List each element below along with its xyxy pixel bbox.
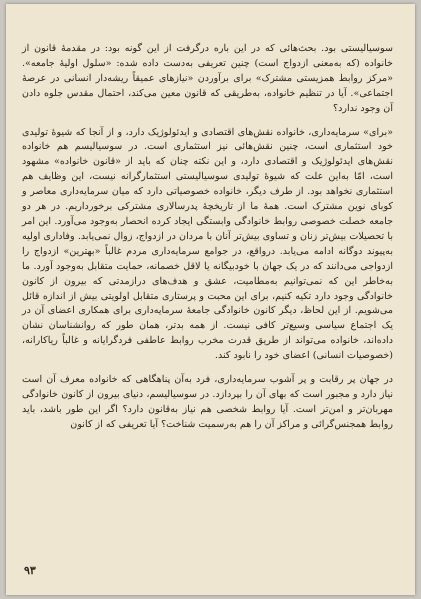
paragraph-gap — [22, 364, 393, 373]
paragraph-3: در جهان پر رقابت و پر آشوب سرمایه‌داری، فرد به‌آن پناهگاهی که خانواده معرف آن است نیاز دارد و مجبور است که بهای آن را بپردازد. در سوسیالیسم، دنیای بیرون از کانون خانوادگی مهربان‌تر و امن‌تر است. آیا روابط شخصی هم نیاز به‌قانون دارد؟ اگر این طور باشد، باید روابط همجنس‌گرائی و مراکز آن را هم به‌رسمیت شناخت؟ آیا تعریفی که از کانون — [22, 374, 393, 430]
page-number: ۹۳ — [24, 564, 36, 577]
book-page — [6, 4, 415, 595]
body-text — [22, 42, 393, 433]
paragraph-gap — [22, 117, 393, 126]
paragraph-2: «برای» سرمایه‌داری، خانواده نقش‌های اقتصادی و ایدئولوژیک دارد، و از آنجا که شیوهٔ تولیدی خود استثماری است، چنین نقش‌هائی نیز استثماری است. در سوسیالیسم هم خانواده نقش‌های ایدئولوژیک و اقتصادی دارد، و این نکته چنان که باید از «قانون خانواده» مشهود است، امّا به‌این علت که شیوهٔ تولیدی سوسیالیستی استثمارگرانه نیست، این وظایف هم استثماری نخواهد بود. از طرف دیگر، خانواده خصوصیاتی دارد که میان سرمایه‌داری معاصر و کوبای نوین مشترک است. همهٔ ما از تاریخچهٔ پدرسالاری مشترکی برخورداریم. در هر دو جامعه خصلت خصوصی روابط خانوادگی وابستگی ایجاد کرده انحصار به‌وجود می‌آورد. این امر با تحصیلات بیش‌تر زنان و تساوی بیش‌تر آنان با مردان در ازدواج، زوال نمی‌یابد. وفاداری اولیه به‌پیوند دوگانه ادامه می‌یابد. درواقع، در جوامع سرمایه‌داری مردم غالباً «بهترین» ازدواج را ازدواجی می‌دانند که در یک جهان با خودبیگانه یا لاقل خصمانه، حمایت متقابل به‌وجود آورد. ما به‌خاطر این که نمی‌توانیم به‌مطامیت، عشق و هدف‌های درازمدتی که بیرون از کانون خانوادگی وجود دارد تکیه کنیم، برای این محبت و پرستاری متقابل اولویتی بیش از اندازه قائل می‌شویم. از این لحاظ، دیگر کانون خانوادگی جامعهٔ سرمایه‌داری برای همکاری اعضای آن در یک اجتماع سیاسی وسیع‌تر کافی نیست. از همه بدتر، همان طور که روانشناسان نشان داده‌اند، خانواده می‌تواند از طریق قدرت مخرب روابط عاطفی فردگرایانه و غالباً ریاکارانه، (خصوصیات انسانی) اعضای خود را نابود کند. — [22, 126, 393, 362]
paragraph-1: سوسیالیستی بود. بحث‌هائی که در این باره درگرفت از این گونه بود: در مقدمهٔ قانون از خانواده (که به‌معنی ازدواج است) چنین تعریفی به‌دست داده شده: «سلول اولیهٔ جامعه». «مرکز روابط همزیستی مشترک» برای برآوردن «نیازهای عمیقاً ریشه‌دار انسانی در عرصهٔ اجتماعی». آیا در تنظیم خانواده، به‌طریقی که قانون معین می‌کند، احتمال مقدس جلوه دادن آن وجود ندارد؟ — [22, 43, 393, 114]
